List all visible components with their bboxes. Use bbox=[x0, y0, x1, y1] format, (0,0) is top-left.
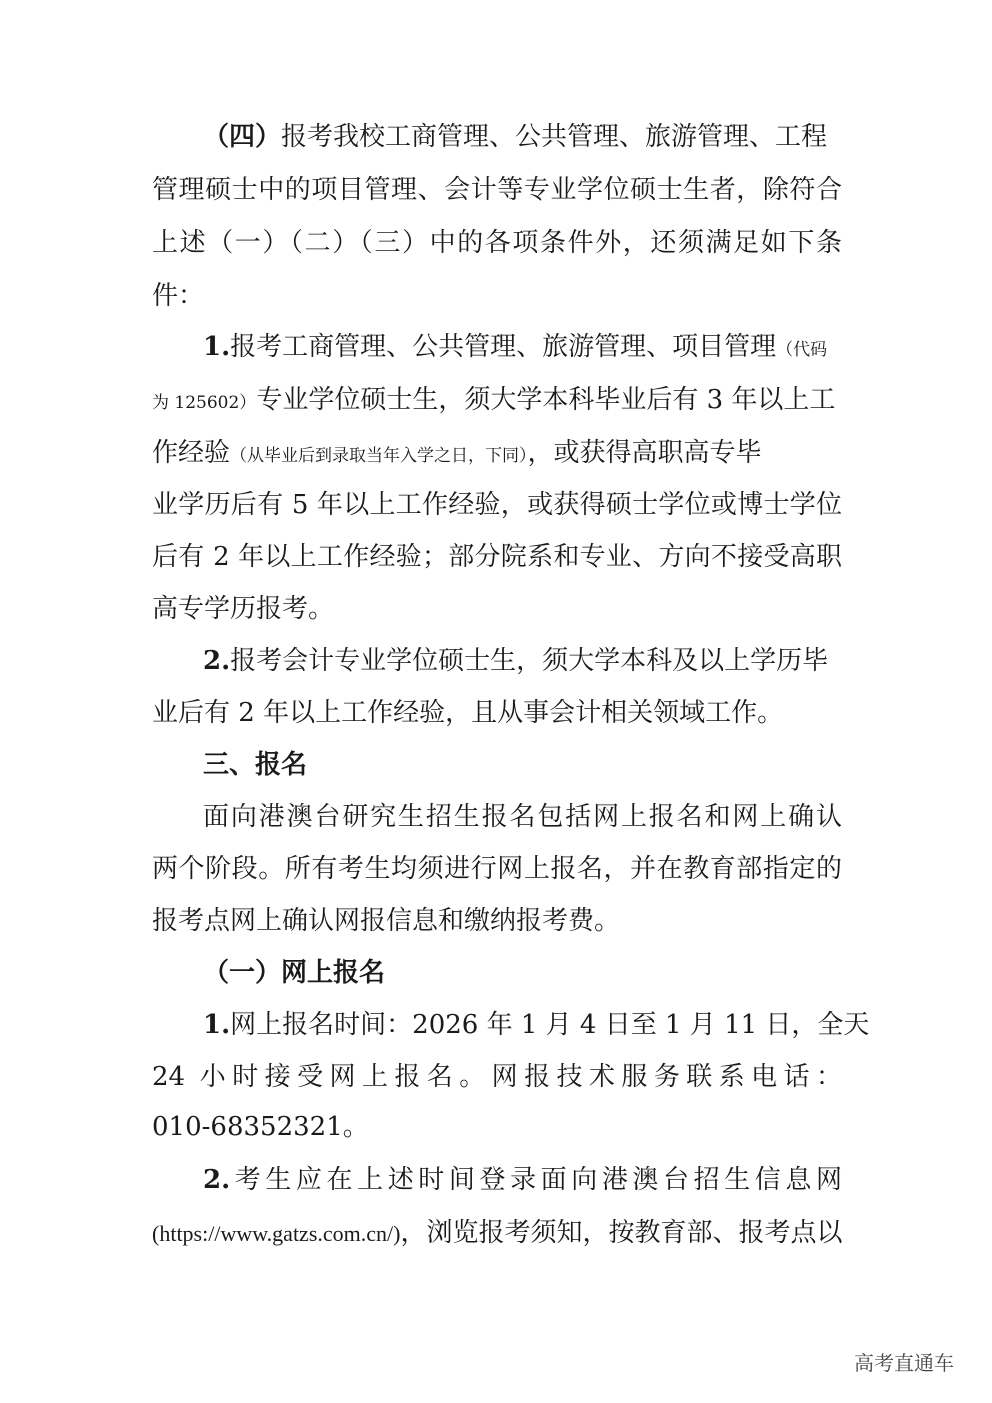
text-line bbox=[152, 1110, 842, 1144]
text-span: 上述（一）（二）（三）中的各项条件外，还须满足如下条 bbox=[152, 228, 842, 258]
text-line bbox=[203, 1163, 842, 1197]
text-span: 作经验 bbox=[152, 438, 231, 468]
item-number: 1. bbox=[203, 1010, 231, 1040]
text-line bbox=[152, 173, 842, 207]
text-span: 两个阶段。所有考生均须进行网上报名，并在教育部指定的 bbox=[152, 854, 842, 884]
website-url: (https://www.gatzs.com.cn/) bbox=[152, 1221, 401, 1246]
text-span: ，浏览报考须知，按教育部、报考点以 bbox=[400, 1218, 843, 1248]
text-line bbox=[152, 226, 842, 260]
text-span: 网上报名时间：2026 年 1 月 4 日至 1 月 11 日，全天 bbox=[230, 1010, 870, 1040]
text-line bbox=[152, 592, 842, 626]
text-line bbox=[152, 1060, 842, 1094]
text-line bbox=[152, 696, 842, 730]
text-line bbox=[152, 436, 842, 473]
text-span: 高专学历报考。 bbox=[152, 594, 335, 624]
subsection-heading bbox=[203, 956, 842, 990]
watermark: 高考直通车 bbox=[854, 1351, 954, 1375]
item-number: 2. bbox=[203, 646, 231, 676]
text-line bbox=[152, 488, 842, 522]
text-span: 报考会计专业学位硕士生，须大学本科及以上学历毕 bbox=[230, 646, 829, 676]
text-span: 件： bbox=[152, 281, 205, 311]
text-span: 后有 2 年以上工作经验；部分院系和专业、方向不接受高职 bbox=[152, 542, 842, 572]
text-line bbox=[203, 330, 842, 367]
text-note: （从毕业后到录取当年入学之日，下同） bbox=[230, 446, 528, 466]
text-span: 报考点网上确认网报信息和缴纳报考费。 bbox=[152, 906, 621, 936]
text-span: 考生应在上述时间登录面向港澳台招生信息网 bbox=[230, 1165, 842, 1195]
item-number: 1. bbox=[203, 332, 231, 362]
text-line bbox=[152, 904, 842, 938]
text-span: 专业学位硕士生，须大学本科毕业后有 3 年以上工 bbox=[256, 385, 836, 415]
text-note: 为 125602） bbox=[152, 393, 257, 413]
text-line bbox=[203, 644, 842, 678]
text-line bbox=[152, 852, 842, 886]
text-span: 业后有 2 年以上工作经验，且从事会计相关领域工作。 bbox=[152, 698, 784, 728]
text-line bbox=[203, 1008, 870, 1042]
text-span: 报考我校工商管理、公共管理、旅游管理、工程 bbox=[281, 122, 828, 152]
section-marker: （四） bbox=[203, 122, 282, 152]
text-span: 业学历后有 5 年以上工作经验，或获得硕士学位或博士学位 bbox=[152, 490, 842, 520]
text-span: 24 小时接受网上报名。网报技术服务联系电话： bbox=[152, 1062, 842, 1092]
heading-text: 三、报名 bbox=[203, 750, 308, 780]
text-span: 报考工商管理、公共管理、旅游管理、项目管理 bbox=[230, 332, 777, 362]
section-heading bbox=[203, 748, 842, 782]
text-span: 面向港澳台研究生招生报名包括网上报名和网上确认 bbox=[203, 802, 842, 832]
text-line bbox=[152, 279, 842, 313]
text-span: 管理硕士中的项目管理、会计等专业学位硕士生者，除符合 bbox=[152, 175, 842, 205]
text-span: ，或获得高职高专毕 bbox=[527, 438, 762, 468]
heading-text: （一）网上报名 bbox=[203, 958, 386, 988]
text-line bbox=[152, 383, 842, 420]
phone-number: 010-68352321。 bbox=[152, 1112, 369, 1142]
text-line bbox=[203, 120, 842, 154]
item-number: 2. bbox=[203, 1165, 231, 1195]
text-line bbox=[152, 540, 842, 574]
text-line bbox=[152, 1216, 842, 1251]
text-note: （代码 bbox=[776, 340, 828, 360]
text-line bbox=[203, 800, 842, 834]
